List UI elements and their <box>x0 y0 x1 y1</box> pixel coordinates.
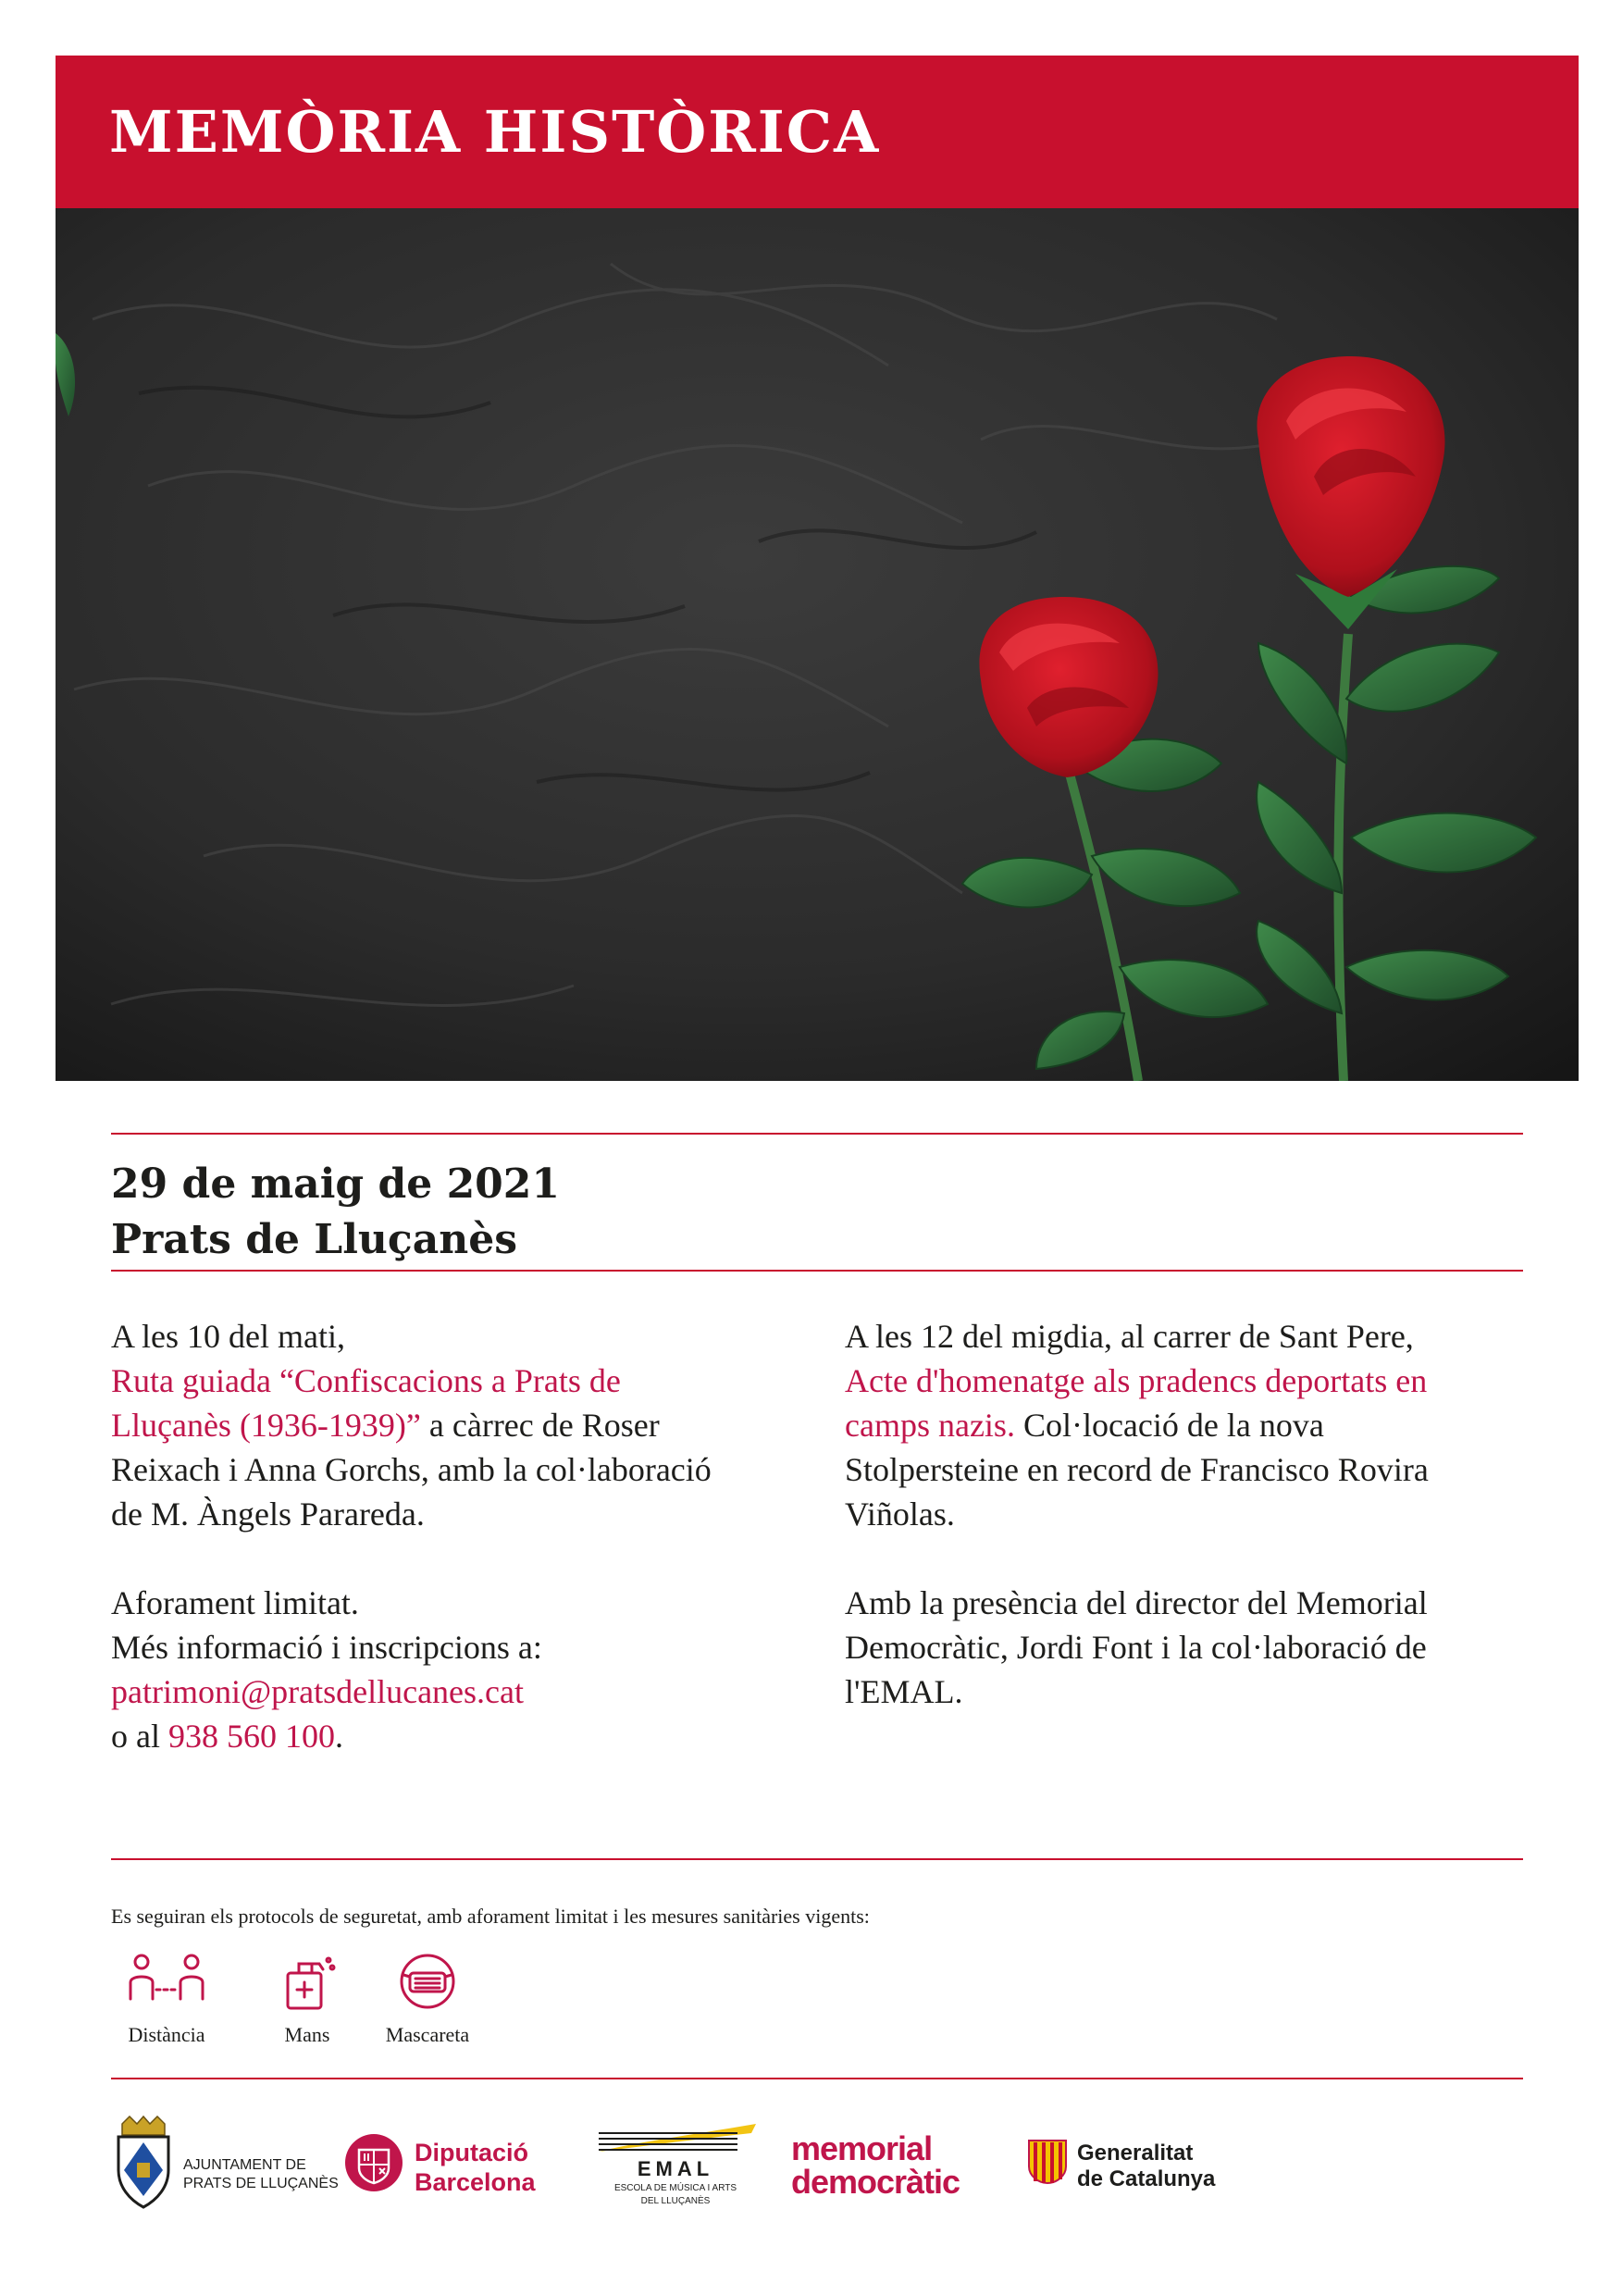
face-mask-icon <box>395 1953 460 2010</box>
phone-line <box>111 1714 777 1758</box>
emal-name: EMAL <box>637 2157 714 2180</box>
divider-top <box>111 1133 1523 1135</box>
attendance-info <box>845 1581 1511 1714</box>
memorial-name-2: democràtic <box>791 2163 960 2201</box>
event-heading <box>111 1157 1036 1268</box>
attendance-line-1: Amb la presència del director del Memorial <box>845 1584 1428 1621</box>
divider-logos <box>111 2078 1523 2079</box>
diputacio-name-1: Diputació <box>415 2139 529 2166</box>
generalitat-name-1: Generalitat <box>1077 2141 1194 2166</box>
stolpersteine-text: Col·locació de la nova <box>1014 1407 1324 1444</box>
emal-subtitle-2: DEL LLUÇANÈS <box>640 2196 711 2206</box>
safety-item-hands <box>252 1953 363 2047</box>
logo-emal <box>588 2115 763 2216</box>
event-date: 29 de maig de 2021 <box>111 1160 561 1208</box>
homage-title-end: camps nazis. <box>845 1407 1015 1444</box>
homage-line <box>845 1403 1511 1447</box>
diputacio-name-2: Barcelona <box>415 2168 536 2196</box>
divider-heading <box>111 1270 1523 1272</box>
contact-phone[interactable]: 938 560 100 <box>167 1718 335 1755</box>
diputacio-emblem-icon <box>344 2133 403 2192</box>
midday-event <box>845 1314 1511 1758</box>
morning-time: A les 10 del mati, <box>111 1318 345 1355</box>
hand-sanitizer-icon <box>275 1953 340 2010</box>
divider-safety <box>111 1858 1523 1860</box>
guided-tour-guides: a càrrec de Roser <box>420 1407 660 1444</box>
guided-tour-title-end: Lluçanès (1936-1939)” <box>111 1407 421 1444</box>
logo-memorial-democratic <box>791 2115 1013 2216</box>
info-label: Més informació i inscripcions a: <box>111 1629 542 1666</box>
guided-tour-title: Ruta guiada “Confiscacions a Prats de <box>111 1362 621 1399</box>
logo-generalitat <box>1027 2115 1249 2216</box>
stolpersteine-name-end: Viñolas. <box>845 1496 955 1533</box>
guided-tour-collab-end: de M. Àngels Parareda. <box>111 1496 425 1533</box>
memorial-name-1: memorial <box>791 2129 933 2167</box>
midday-event-description <box>845 1314 1511 1536</box>
midday-time: A les 12 del migdia, al carrer de Sant Pere, <box>845 1318 1414 1355</box>
distance-icon <box>125 1953 208 2010</box>
guided-tour-collab: Reixach i Anna Gorchs, amb la col·laboració <box>111 1451 712 1488</box>
phone-prefix: o al <box>111 1718 168 1755</box>
emal-mark-icon <box>599 2120 756 2157</box>
logo-ajuntament <box>111 2115 339 2216</box>
ajuntament-name-2: PRATS DE LLUÇANÈS <box>183 2176 339 2191</box>
stolpersteine-record: Stolpersteine en record de Francisco Rovira <box>845 1451 1429 1488</box>
contact-email[interactable]: patrimoni@pratsdellucanes.cat <box>111 1673 524 1710</box>
mask-label: Mascareta <box>385 2023 470 2046</box>
page-title: MEMÒRIA HISTÒRICA <box>109 98 881 166</box>
phone-suffix: . <box>334 1718 343 1755</box>
morning-event <box>111 1314 777 1803</box>
roses-photo <box>56 208 1579 1081</box>
emal-subtitle-1: ESCOLA DE MÚSICA I ARTS <box>613 2183 737 2193</box>
generalitat-name-2: de Catalunya <box>1077 2166 1216 2191</box>
attendance-line-3: l'EMAL. <box>845 1673 963 1710</box>
capacity-notice: Aforament limitat. <box>111 1584 359 1621</box>
safety-icons <box>111 1953 666 2054</box>
event-place: Prats de Lluçanès <box>111 1216 517 1263</box>
homage-title: Acte d'homenatge als pradencs deportats en <box>845 1362 1428 1399</box>
distance-label: Distància <box>128 2023 205 2046</box>
morning-event-description <box>111 1314 777 1536</box>
safety-notice: Es seguiran els protocols de seguretat, amb aforament limitat i les mesures sanitàries vigents: <box>111 1905 870 1928</box>
registration-info <box>111 1581 777 1758</box>
coat-of-arms-icon <box>111 2115 176 2209</box>
safety-item-mask <box>372 1953 483 2047</box>
safety-item-distance <box>111 1953 222 2047</box>
attendance-line-2: Democràtic, Jordi Font i la col·laboració de <box>845 1629 1427 1666</box>
hands-label: Mans <box>284 2023 330 2046</box>
header-banner <box>56 56 1579 208</box>
guided-tour-line <box>111 1403 777 1447</box>
generalitat-emblem-icon <box>1027 2139 1068 2185</box>
sponsor-logos <box>111 2115 1527 2216</box>
roses-illustration <box>56 208 1579 1081</box>
ajuntament-name-1: AJUNTAMENT DE <box>183 2157 306 2173</box>
logo-diputacio <box>344 2115 557 2216</box>
